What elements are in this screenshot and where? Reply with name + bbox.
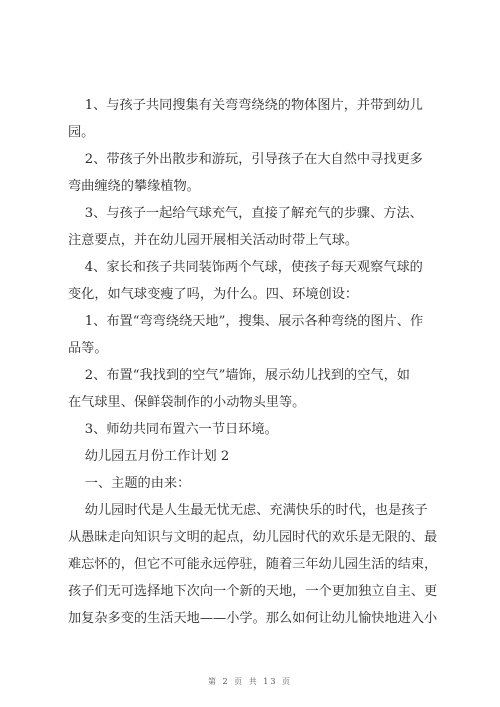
text-line: 3、师幼共同布置六一节日环境。	[68, 422, 278, 437]
text-line: 孩子们无可选择地下次向一个新的天地，一个更加独立自主、更	[68, 584, 438, 599]
text-line: 变化，如气球变瘦了吗，为什么。四、环境创设：	[68, 287, 359, 302]
text-line: 在气球里、保鲜袋制作的小动物头里等。	[68, 395, 306, 410]
text-line: 品等。	[68, 341, 108, 356]
text-line: 难忘怀的，但它不可能永远停驻，随着三年幼儿园生活的结束，	[68, 557, 438, 572]
text-line: 园。	[68, 125, 95, 140]
section-heading: 幼儿园五月份工作计划 2	[68, 449, 230, 464]
text-line: 幼儿园时代是人生最无忧无虑、充满快乐的时代，也是孩子	[68, 503, 428, 518]
text-line: 注意要点，并在幼儿园开展相关活动时带上气球。	[68, 233, 359, 248]
text-line: 2、布置“我找到的空气”墙饰，展示幼儿找到的空气，如	[68, 368, 410, 383]
text-line: 加复杂多变的生活天地——小学。那么如何让幼儿愉快地进入小	[68, 611, 438, 626]
text-line: 弯曲缠绕的攀缘植物。	[68, 179, 200, 194]
text-line: 从愚昧走向知识与文明的起点，幼儿园时代的欢乐是无限的、最	[68, 530, 438, 545]
subsection-heading: 一、主题的由来：	[68, 476, 191, 491]
text-line: 1、与孩子共同搜集有关弯弯绕绕的物体图片，并带到幼儿	[68, 98, 423, 113]
text-line: 2、带孩子外出散步和游玩，引导孩子在大自然中寻找更多	[68, 152, 423, 167]
text-line: 1、布置“弯弯绕绕天地”，搜集、展示各种弯绕的图片、作	[68, 314, 424, 329]
page-number: 第 2 页 共 13 页	[208, 677, 292, 686]
document-body	[68, 92, 446, 632]
body-text	[68, 92, 446, 632]
text-line: 3、与孩子一起给气球充气，直接了解充气的步骤、方法、	[68, 206, 423, 221]
text-line: 4、家长和孩子共同装饰两个气球，使孩子每天观察气球的	[68, 260, 423, 275]
